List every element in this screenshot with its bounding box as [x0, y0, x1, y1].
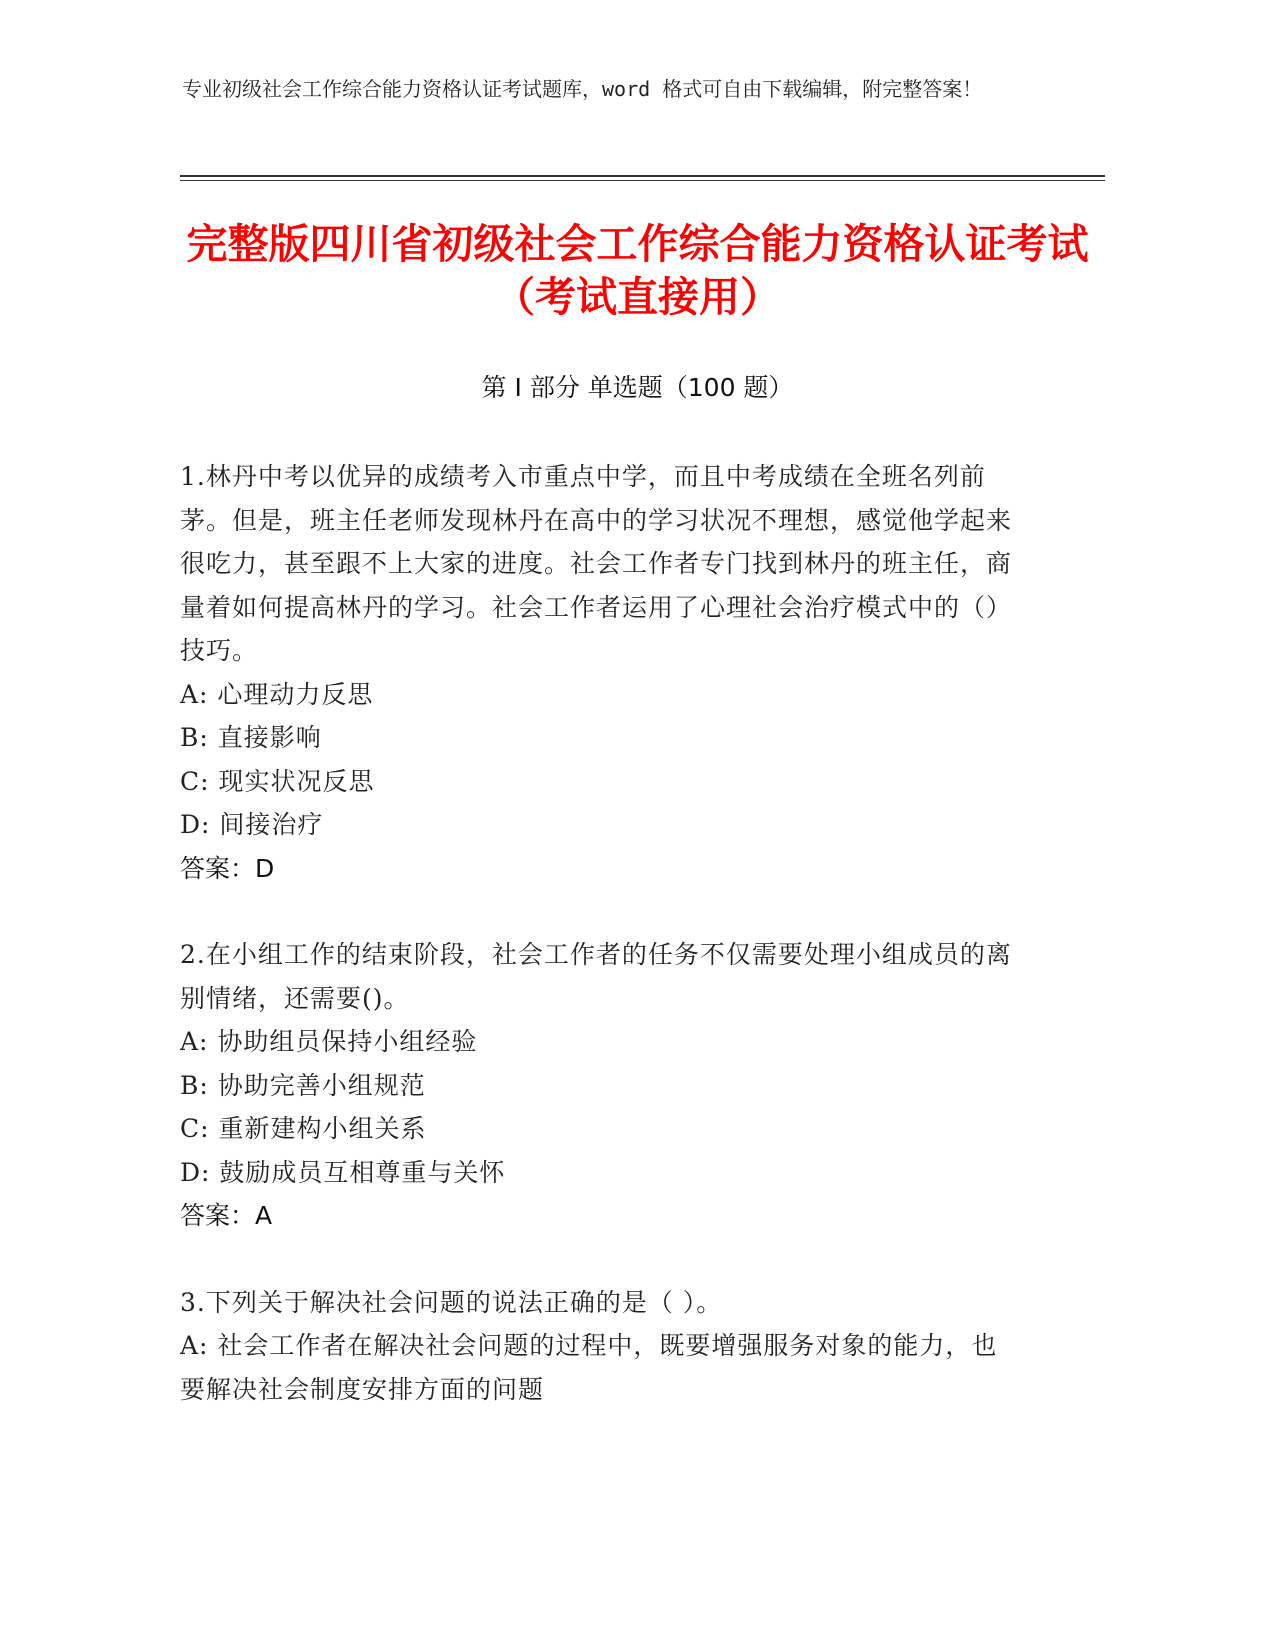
option-a: A: 心理动力反思 — [180, 679, 374, 709]
section-title: 第 I 部分 单选题（100 题） — [481, 373, 794, 402]
answer-value: A — [255, 1201, 273, 1230]
header-note: 专业初级社会工作综合能力资格认证考试题库，word 格式可自由下载编辑，附完整答案！ — [182, 77, 983, 101]
question-stem: 2.在小组工作的结束阶段，社会工作者的任务不仅需要处理小组成员的离别情绪，还需要()。 — [180, 940, 1012, 1013]
option-d: D: 间接治疗 — [180, 810, 324, 839]
question-stem: 1.林丹中考以优异的成绩考入市重点中学，而且中考成绩在全班名列前茅。但是，班主任老师发现林丹在高中的学习状况不理想，感觉他学起来很吃力，甚至跟不上大家的进度。社会工作者专门找到林丹的班主任，商量着如何提高林丹的学习。社会工作者运用了心理社会治疗模式中的（）技巧。 — [180, 462, 1013, 665]
question-1 — [180, 455, 1020, 890]
question-2 — [180, 933, 1020, 1238]
answer-label: 答案： — [180, 1201, 256, 1230]
answer-value: D — [255, 853, 275, 883]
option-d: D: 鼓励成员互相尊重与关怀 — [180, 1157, 506, 1187]
header-divider-thin — [180, 180, 1105, 181]
option-b: B: 协助完善小组规范 — [180, 1070, 426, 1100]
document-title: 完整版四川省初级社会工作综合能力资格认证考试（考试直接用） — [186, 220, 1089, 321]
question-stem: 3.下列关于解决社会问题的说法正确的是（ ）。 — [180, 1287, 723, 1317]
answer-line — [180, 847, 1020, 891]
option-a: A: 协助组员保持小组经验 — [180, 1027, 478, 1056]
question-list — [180, 455, 1020, 1454]
answer-line — [180, 1194, 1020, 1238]
option-a: A: 社会工作者在解决社会问题的过程中，既要增强服务对象的能力，也要解决社会制度安排方面的问题 — [180, 1331, 998, 1404]
answer-label: 答案： — [180, 853, 256, 883]
option-c: C: 重新建构小组关系 — [180, 1114, 427, 1143]
option-c: C: 现实状况反思 — [180, 766, 375, 796]
header-divider-thick — [180, 175, 1105, 177]
question-3 — [180, 1281, 1020, 1412]
option-b: B: 直接影响 — [180, 723, 322, 752]
